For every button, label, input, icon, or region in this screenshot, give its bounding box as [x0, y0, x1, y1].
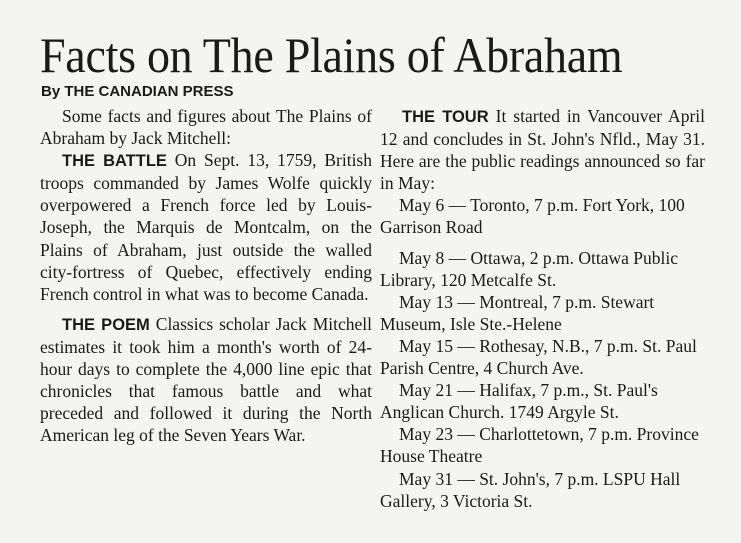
right-column [380, 105, 705, 512]
event-item: May 13 — Montreal, 7 p.m. Stewart Museum, Isle Ste.-Helene [380, 291, 655, 334]
event-item: May 31 — St. John's, 7 p.m. LSPU Hall Gallery, 3 Victoria St. [380, 468, 681, 511]
event-item: May 8 — Ottawa, 2 p.m. Ottawa Public Library, 120 Metcalfe St. [380, 247, 678, 290]
poem-text: Classics scholar Jack Mitchell estimates it took him a month's worth of 24-hour days to complete the 4,000 line epic that chronicles that famous battle and what preceded and followed it during the North American leg of the Seven Years War. [40, 313, 372, 446]
tour-lead: THE TOUR [402, 108, 489, 126]
battle-lead: THE BATTLE [62, 152, 167, 171]
event-item: May 21 — Halifax, 7 p.m., St. Paul's Anglican Church. 1749 Argyle St. [380, 380, 658, 423]
left-column [40, 105, 372, 446]
battle-paragraph [40, 149, 372, 305]
poem-paragraph [40, 313, 372, 447]
event-item: May 6 — Toronto, 7 p.m. Fort York, 100 Garrison Road [380, 195, 685, 238]
battle-text: On Sept. 13, 1759, British troops commanded by James Wolfe quickly overpowered a French force led by Louis-Joseph, the Marquis de Montcalm, on the Plains of Abraham, just outside the walled city-fortress of Quebec, effectively ending French control in what was to become Canada. [40, 150, 372, 304]
event-item: May 15 — Rothesay, N.B., 7 p.m. St. Paul Parish Centre, 4 Church Ave. [380, 335, 697, 379]
tour-paragraph [380, 105, 705, 194]
headline: Facts on The Plains of Abraham [40, 27, 623, 83]
poem-lead: THE POEM [62, 315, 150, 334]
intro-paragraph: Some facts and figures about The Plains of Abraham by Jack Mitchell: [40, 106, 372, 149]
tour-text: It started in Vancouver April 12 and concludes in St. John's Nfld., May 31. Here are the public readings announced so far in May: [380, 106, 705, 194]
byline: By THE CANADIAN PRESS [41, 83, 234, 100]
event-item: May 23 — Charlottetown, 7 p.m. Province House Theatre [380, 424, 699, 467]
